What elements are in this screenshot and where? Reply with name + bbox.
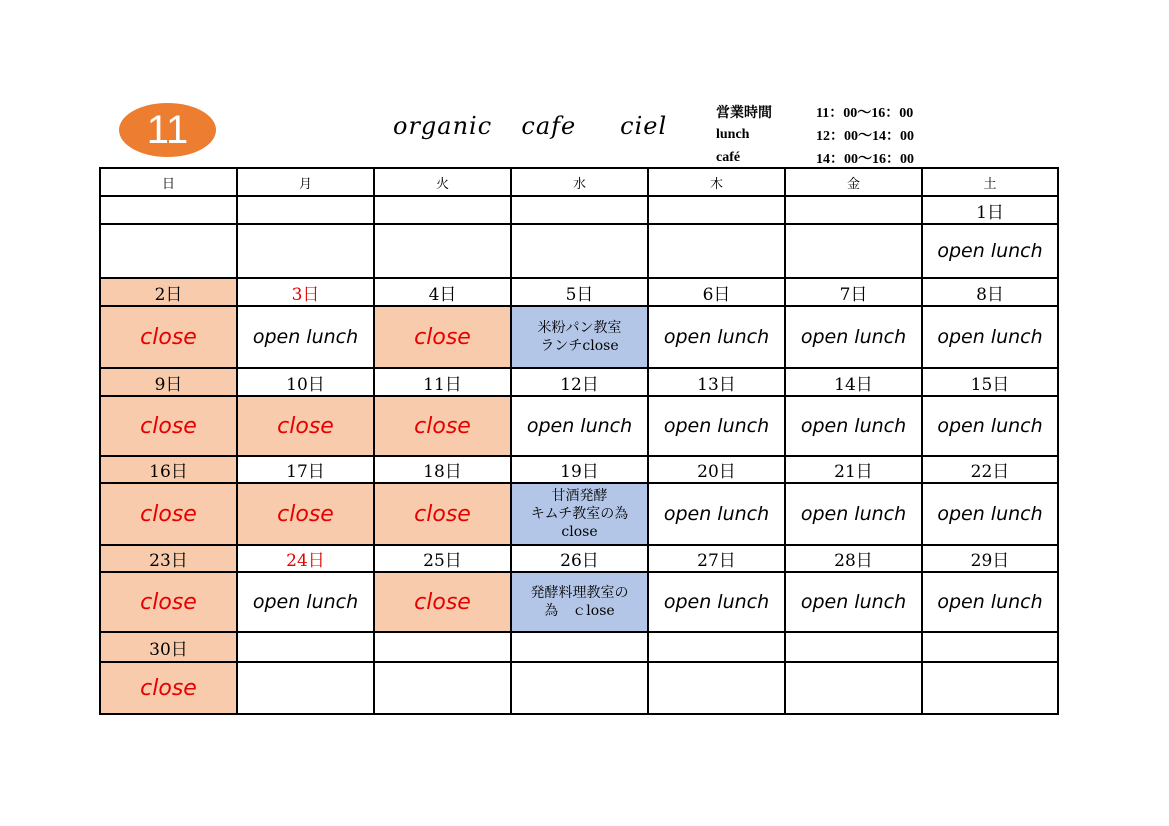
date-cell bbox=[237, 632, 374, 662]
status-text: open lunch bbox=[800, 415, 907, 437]
empty-cell bbox=[785, 662, 922, 714]
date-cell: 30日 bbox=[100, 632, 237, 662]
status-text: close bbox=[414, 589, 471, 615]
date-cell: 19日 bbox=[511, 456, 648, 483]
open-lunch-cell bbox=[648, 483, 785, 545]
open-lunch-cell bbox=[237, 306, 374, 368]
open-lunch-cell bbox=[922, 572, 1058, 632]
date-row bbox=[100, 278, 1058, 306]
status-text: open lunch bbox=[937, 326, 1043, 348]
closed-cell bbox=[100, 572, 237, 632]
date-cell: 18日 bbox=[374, 456, 511, 483]
date-cell bbox=[237, 196, 374, 224]
status-text: open lunch bbox=[937, 591, 1043, 613]
date-cell: 2日 bbox=[100, 278, 237, 306]
open-lunch-cell bbox=[785, 483, 922, 545]
date-cell: 26日 bbox=[511, 545, 648, 572]
status-row bbox=[100, 396, 1058, 456]
date-cell: 15日 bbox=[922, 368, 1058, 396]
open-lunch-cell bbox=[785, 306, 922, 368]
event-cell bbox=[511, 572, 648, 632]
empty-cell bbox=[785, 224, 922, 278]
closed-cell bbox=[374, 572, 511, 632]
closed-cell bbox=[237, 483, 374, 545]
date-cell: 3日 bbox=[237, 278, 374, 306]
status-text: open lunch bbox=[937, 503, 1043, 525]
empty-cell bbox=[511, 224, 648, 278]
date-cell: 10日 bbox=[237, 368, 374, 396]
date-cell: 28日 bbox=[785, 545, 922, 572]
empty-cell bbox=[374, 662, 511, 714]
date-cell: 12日 bbox=[511, 368, 648, 396]
weekday-header-row bbox=[100, 168, 1058, 196]
hours-row-cafe bbox=[716, 146, 956, 169]
open-lunch-cell bbox=[785, 396, 922, 456]
open-lunch-cell bbox=[648, 306, 785, 368]
closed-cell bbox=[374, 483, 511, 545]
status-text: open lunch bbox=[252, 591, 359, 613]
status-text: close bbox=[277, 413, 334, 439]
status-text: キムチ教室の為 bbox=[530, 506, 629, 522]
date-cell: 24日 bbox=[237, 545, 374, 572]
status-text: close bbox=[140, 589, 197, 615]
business-hours bbox=[716, 100, 956, 169]
date-cell: 7日 bbox=[785, 278, 922, 306]
date-cell: 6日 bbox=[648, 278, 785, 306]
open-lunch-cell bbox=[922, 483, 1058, 545]
status-text: close bbox=[140, 501, 197, 527]
open-lunch-cell bbox=[648, 572, 785, 632]
calendar-body bbox=[100, 196, 1058, 714]
weekday-sunday: 日 bbox=[100, 168, 237, 196]
closed-cell bbox=[100, 306, 237, 368]
weekday-wednesday: 水 bbox=[511, 168, 648, 196]
date-cell: 21日 bbox=[785, 456, 922, 483]
status-text: close bbox=[277, 501, 334, 527]
status-row bbox=[100, 224, 1058, 278]
status-text: 米粉パン教室 bbox=[537, 320, 622, 336]
date-cell bbox=[785, 632, 922, 662]
event-cell bbox=[511, 306, 648, 368]
weekday-saturday: 土 bbox=[922, 168, 1058, 196]
hours-label: lunch bbox=[716, 126, 750, 142]
status-text: close bbox=[414, 413, 471, 439]
date-row bbox=[100, 456, 1058, 483]
date-cell: 8日 bbox=[922, 278, 1058, 306]
empty-cell bbox=[100, 224, 237, 278]
status-row bbox=[100, 662, 1058, 714]
date-row bbox=[100, 545, 1058, 572]
weekday-thursday: 木 bbox=[648, 168, 785, 196]
date-cell: 17日 bbox=[237, 456, 374, 483]
date-cell bbox=[100, 196, 237, 224]
calendar-table bbox=[99, 167, 1059, 715]
date-cell: 9日 bbox=[100, 368, 237, 396]
empty-cell bbox=[922, 662, 1058, 714]
date-cell bbox=[511, 632, 648, 662]
weekday-friday: 金 bbox=[785, 168, 922, 196]
date-row bbox=[100, 368, 1058, 396]
date-cell: 20日 bbox=[648, 456, 785, 483]
status-text: 為 ｃlose bbox=[544, 603, 615, 619]
date-row bbox=[100, 632, 1058, 662]
hours-row-lunch bbox=[716, 123, 956, 146]
month-number: 11 bbox=[146, 107, 189, 152]
weekday-monday: 月 bbox=[237, 168, 374, 196]
status-text: open lunch bbox=[800, 503, 907, 525]
event-cell bbox=[511, 483, 648, 545]
status-text: open lunch bbox=[663, 415, 770, 437]
status-text: close bbox=[140, 675, 197, 701]
date-cell: 27日 bbox=[648, 545, 785, 572]
status-row bbox=[100, 306, 1058, 368]
status-text: close bbox=[140, 324, 197, 350]
date-row bbox=[100, 196, 1058, 224]
date-cell: 25日 bbox=[374, 545, 511, 572]
status-text: open lunch bbox=[937, 415, 1043, 437]
date-cell: 23日 bbox=[100, 545, 237, 572]
date-cell: 16日 bbox=[100, 456, 237, 483]
empty-cell bbox=[374, 224, 511, 278]
cafe-title: organic cafe ciel bbox=[393, 112, 668, 140]
month-badge bbox=[119, 103, 216, 157]
open-lunch-cell bbox=[922, 306, 1058, 368]
status-text: open lunch bbox=[663, 591, 770, 613]
hours-label: 営業時間 bbox=[716, 105, 772, 121]
closed-cell bbox=[100, 396, 237, 456]
status-text: open lunch bbox=[800, 591, 907, 613]
status-text: open lunch bbox=[526, 415, 633, 437]
status-row bbox=[100, 483, 1058, 545]
date-cell bbox=[374, 196, 511, 224]
date-cell: 14日 bbox=[785, 368, 922, 396]
date-cell bbox=[511, 196, 648, 224]
closed-cell bbox=[100, 662, 237, 714]
closed-cell bbox=[374, 396, 511, 456]
status-text: open lunch bbox=[663, 503, 770, 525]
hours-row-business bbox=[716, 100, 956, 123]
hours-time: 11：00～16：00 bbox=[816, 105, 914, 121]
date-cell: 11日 bbox=[374, 368, 511, 396]
closed-cell bbox=[374, 306, 511, 368]
status-text: 発酵料理教室の bbox=[530, 585, 629, 601]
status-text: ランチclose bbox=[540, 338, 619, 354]
date-cell: 13日 bbox=[648, 368, 785, 396]
date-cell bbox=[648, 196, 785, 224]
status-text: close bbox=[414, 501, 471, 527]
empty-cell bbox=[648, 224, 785, 278]
status-text: close bbox=[561, 524, 598, 540]
status-text: close bbox=[414, 324, 471, 350]
open-lunch-cell bbox=[922, 224, 1058, 278]
empty-cell bbox=[648, 662, 785, 714]
date-cell: 4日 bbox=[374, 278, 511, 306]
hours-time: 14：00～16：00 bbox=[816, 151, 914, 167]
empty-cell bbox=[237, 224, 374, 278]
hours-time: 12：00～14：00 bbox=[816, 128, 914, 144]
status-row bbox=[100, 572, 1058, 632]
closed-cell bbox=[100, 483, 237, 545]
date-cell bbox=[785, 196, 922, 224]
open-lunch-cell bbox=[237, 572, 374, 632]
open-lunch-cell bbox=[648, 396, 785, 456]
open-lunch-cell bbox=[511, 396, 648, 456]
open-lunch-cell bbox=[785, 572, 922, 632]
date-cell: 22日 bbox=[922, 456, 1058, 483]
empty-cell bbox=[237, 662, 374, 714]
date-cell: 1日 bbox=[922, 196, 1058, 224]
empty-cell bbox=[511, 662, 648, 714]
closed-cell bbox=[237, 396, 374, 456]
date-cell: 5日 bbox=[511, 278, 648, 306]
status-text: open lunch bbox=[663, 326, 770, 348]
date-cell bbox=[648, 632, 785, 662]
status-text: open lunch bbox=[937, 240, 1043, 262]
date-cell bbox=[374, 632, 511, 662]
status-text: 甘酒発酵 bbox=[551, 488, 608, 504]
date-cell bbox=[922, 632, 1058, 662]
open-lunch-cell bbox=[922, 396, 1058, 456]
weekday-tuesday: 火 bbox=[374, 168, 511, 196]
date-cell: 29日 bbox=[922, 545, 1058, 572]
status-text: close bbox=[140, 413, 197, 439]
status-text: open lunch bbox=[800, 326, 907, 348]
status-text: open lunch bbox=[252, 326, 359, 348]
hours-label: café bbox=[716, 149, 741, 165]
